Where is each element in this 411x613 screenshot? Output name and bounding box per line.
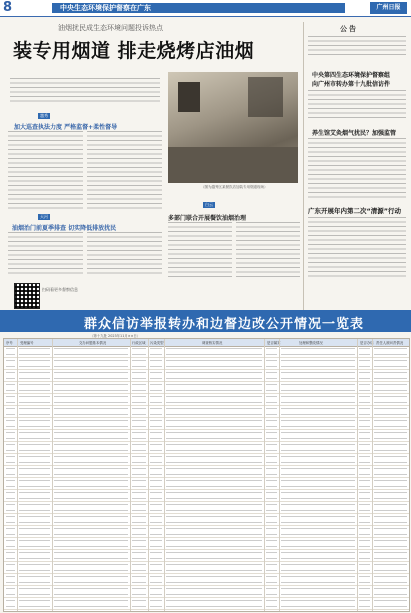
- mid-body-col2: [236, 222, 300, 278]
- sub1-body-col2: [87, 131, 162, 209]
- th-closed: 是否办结: [360, 341, 374, 345]
- col-divider: [279, 339, 280, 611]
- photo-duct: [248, 77, 283, 117]
- sub1-tag: 越秀: [40, 113, 48, 118]
- photo-window: [178, 82, 200, 112]
- col-id-text: [19, 348, 50, 608]
- table-title: 群众信访举报转办和边督边改公开情况一览表: [84, 317, 365, 332]
- right-body-3: [308, 217, 406, 277]
- section-title: 中央生态环境保护督察在广东: [60, 4, 151, 12]
- lead-kicker: 油烟扰民成生态环境问题投诉热点: [58, 24, 163, 32]
- qr-text: 扫码看更多督察信息: [42, 287, 78, 292]
- sub2-title: 油烟治门前夏季排查 切实降低排放扰民: [12, 225, 117, 232]
- complaint-table: [3, 338, 410, 612]
- photo-ground: [168, 147, 298, 183]
- th-verify: 调查核实情况: [202, 341, 223, 345]
- th-accountability: 责任人被问责情况: [376, 341, 404, 345]
- sub2-body-col2: [87, 232, 162, 276]
- col-divider: [264, 339, 265, 611]
- sub2-body-col1: [8, 232, 83, 276]
- page-number: 8: [3, 0, 13, 15]
- th-true: 是否属实: [267, 341, 281, 345]
- col-type-text: [150, 348, 162, 608]
- page-header: [0, 0, 411, 17]
- col-divider: [130, 339, 131, 611]
- col-district-text: [132, 348, 146, 608]
- col-divider: [372, 339, 373, 611]
- table-subtitle: （第十九批 2023年11月××日）: [90, 334, 141, 338]
- table-title-bar: [0, 310, 411, 332]
- lead-photo: [168, 72, 298, 183]
- right-headline-1b: 向广州市转办第十九批信访件: [312, 81, 391, 88]
- th-handling: 处理和整改情况: [299, 341, 323, 345]
- paper-logo: 广州日报: [370, 2, 407, 14]
- th-type: 污染类型: [150, 341, 164, 345]
- col-divider: [52, 339, 53, 611]
- col-divider: [17, 339, 18, 611]
- sub1-title: 加大巡查执法力度 严格监督+柔性督导: [14, 124, 118, 131]
- col-verify-text: [166, 348, 262, 608]
- th-index: 序号: [6, 341, 13, 345]
- right-body-1: [308, 90, 406, 120]
- section-title-bar: [52, 3, 345, 13]
- sub2-tag: 天河: [40, 214, 48, 219]
- col-divider: [357, 339, 358, 611]
- col-true-text: [266, 348, 277, 608]
- qr-code[interactable]: [14, 283, 40, 309]
- col-issue-text: [54, 348, 128, 608]
- mid-title: 多部门联合开展餐饮油烟治理: [168, 215, 247, 222]
- col-divider: [164, 339, 165, 611]
- right-body-2: [308, 138, 406, 198]
- photo-caption: （图为越秀区某餐饮店加装专用烟道现场）: [201, 185, 268, 189]
- col-closed-text: [359, 348, 370, 608]
- right-headline-1: 中央第四生态环境保护督察组: [312, 72, 391, 79]
- col-handling-text: [281, 348, 355, 608]
- notice-title: 公告: [340, 25, 358, 33]
- col-index-text: [6, 348, 15, 608]
- lead-body-text: [10, 78, 160, 104]
- notice-body: [308, 36, 406, 58]
- col-accountability-text: [374, 348, 407, 608]
- col-divider: [148, 339, 149, 611]
- th-district: 行政区域: [132, 341, 146, 345]
- right-headline-2: 养生馆艾灸烟气扰民？加强监管: [312, 130, 397, 137]
- th-issue: 交办问题基本情况: [79, 341, 107, 345]
- right-headline-3: 广东开展年内第二次“清源”行动: [308, 207, 402, 215]
- sub1-body-col1: [8, 131, 83, 209]
- th-id: 受理编号: [20, 341, 34, 345]
- mid-body-col1: [168, 222, 232, 278]
- lead-headline: 装专用烟道 排走烧烤店油烟: [13, 40, 255, 62]
- mid-tag: 白云: [205, 202, 213, 207]
